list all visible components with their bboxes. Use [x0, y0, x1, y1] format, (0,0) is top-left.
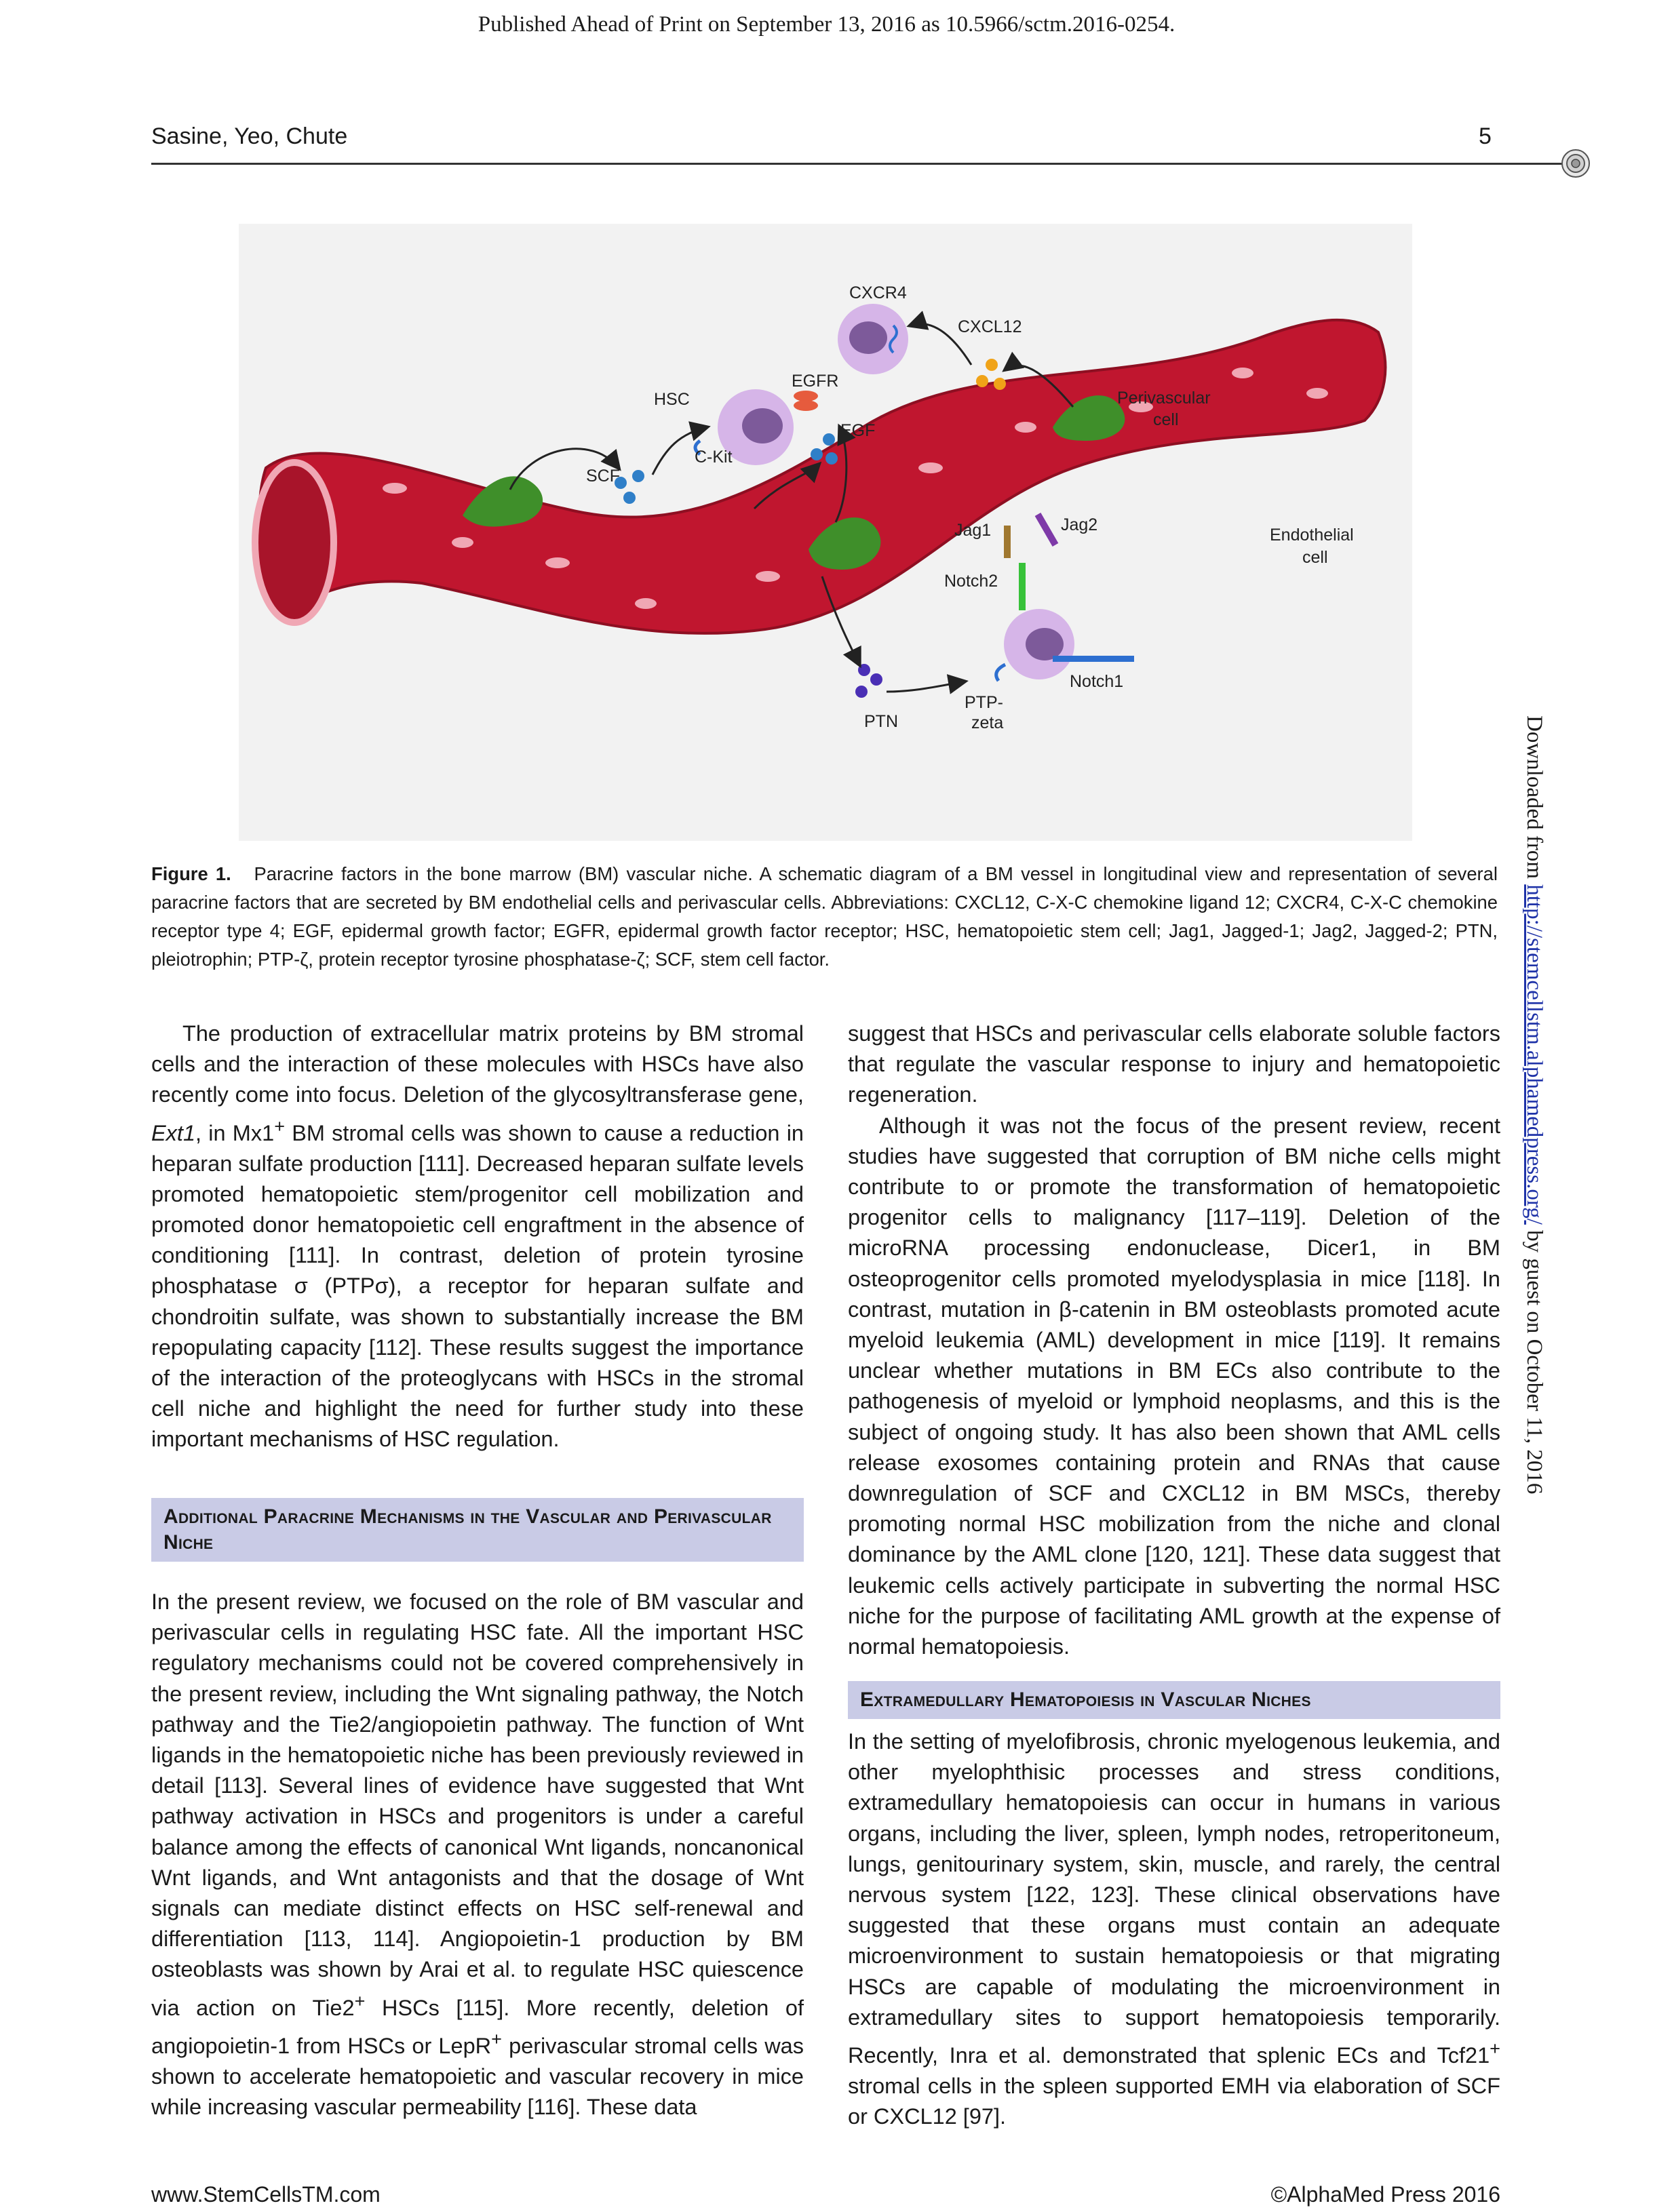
jag2-ligand: [1035, 513, 1059, 547]
download-link[interactable]: http://stemcellstm.alphamedpress.org/: [1522, 884, 1547, 1225]
right-p3-part-a: In the setting of myelofibrosis, chronic myelogenous leukemia, and other myelophthisic processes and stress conditions, extramedullary hematopoiesis can occur in humans in various organs, including the liver, spleen, lymph nodes, retroperitoneum, lungs, genitourinary system, skin, muscle, and rarely, the central nervous system [122, 123]. These clinical observations have suggested that these organs must contain an adequate microenvironment to sustain hematopoiesis or that migrating HSCs are capable of modulating the microenvironment in extramedullary sites to support hematopoiesis temporarily. Recently, Inra et al. demonstrated that splenic ECs and Tcf21: [848, 1729, 1500, 2068]
label-egf: EGF: [840, 421, 876, 440]
section-heading-extramedullary: Extramedullary Hematopoiesis in Vascular Niches: [848, 1681, 1500, 1719]
egfr-receptor: [794, 391, 818, 411]
left-p2-part-b: HSCs [115]. More recently, deletion of angiopoietin-1 from HSCs or LepR: [151, 1995, 804, 2058]
left-p2-superscript-1: +: [354, 1990, 366, 2011]
label-jag2: Jag2: [1061, 515, 1098, 534]
label-ptp-zeta: zeta: [971, 713, 1004, 732]
page-number: 5: [1479, 123, 1492, 149]
label-scf: SCF: [586, 467, 620, 486]
label-notch2: Notch2: [944, 572, 998, 591]
notch2-receptor: [1019, 563, 1026, 610]
running-head-authors: Sasine, Yeo, Chute: [151, 123, 348, 149]
vessel-lumen-opening: [255, 462, 334, 623]
footer-publisher: ©AlphaMed Press 2016: [1270, 2182, 1500, 2207]
figure-caption-label: Figure 1.: [151, 863, 231, 884]
label-endothelial: Endothelial: [1270, 526, 1354, 545]
ptn-ligands: [855, 664, 882, 698]
jag1-ligand: [1004, 526, 1011, 558]
right-column-paragraph-3: [848, 1726, 1500, 2132]
left-p2-part-a: In the present review, we focused on the role of BM vascular and perivascular cells in regulating HSC fate. All the important HSC regulatory mechanisms could not be covered comprehensively in the present review, including the Wnt signaling pathway, the Notch pathway and the Tie2/angiopoietin pathway. The function of Wnt ligands in the hematopoietic niche has been previously reviewed in detail [113]. Several lines of evidence have suggested that Wnt pathway activation in HSCs and progenitors is under a careful balance among the effects of canonical Wnt ligands, noncanonical Wnt ligands, and Wnt antagonists and that the dosage of Wnt signals can mediate distinct effects on HSC self-renewal and differentiation [113, 114]. Angiopoietin-1 production by BM osteoblasts was shown by Arai et al. to regulate HSC quiescence via action on Tie2: [151, 1589, 804, 2020]
left-p1-part-b: , in Mx1: [195, 1120, 275, 1145]
right-p3-superscript: +: [1490, 2038, 1500, 2059]
label-cxcl12: CXCL12: [958, 317, 1022, 336]
left-p2-superscript-2: +: [491, 2028, 502, 2049]
circle-ornament-icon: [1560, 148, 1591, 179]
left-column-paragraph-2: [151, 1587, 804, 2122]
left-p1-superscript: +: [274, 1115, 286, 1137]
header-rule: [151, 163, 1582, 165]
label-cxcr4: CXCR4: [849, 283, 907, 302]
download-notice-prefix: Downloaded from: [1522, 715, 1547, 885]
label-ptn: PTN: [864, 712, 898, 731]
figure-caption: [151, 860, 1498, 974]
cxcr4-cell: [838, 304, 908, 374]
left-p2-part-c: perivascular stromal cells was shown to accelerate hematopoietic and vascular recovery in mice while increasing vascular permeability [116]. These data: [151, 2033, 804, 2119]
label-perivascular-cell: cell: [1153, 410, 1179, 429]
vascular-niche-figure: [239, 224, 1412, 841]
section-heading-paracrine: Additional Paracrine Mechanisms in the Vascular and Perivascular Niche: [151, 1498, 804, 1562]
left-column-paragraph-1: [151, 1019, 804, 1455]
right-paragraph-2: Although it was not the focus of the present review, recent studies have suggested that corruption of BM niche cells might contribute to or promote the transformation of hematopoietic progenitor cells to malignancy [117–119]. Deletion of the microRNA processing endonuclease, Dicer1, in BM osteoprogenitor cells promoted myelodysplasia in mice [118]. In contrast, mutation in β-catenin in BM osteoblasts promoted acute myeloid leukemia (AML) development in mice [119]. It remains unclear whether mutations in BM ECs also contribute to the pathogenesis of myeloid or lymphoid neoplasms, and this is the subject of ongoing study. It has also been shown that AML cells release exosomes containing protein and RNAs that cause downregulation of SCF and CXCL12 in BM MSCs, thereby promoting normal HSC mobilization from the niche and clonal dominance by the AML clone [120, 121]. These data suggest that leukemic cells actively participate in subverting the normal HSC niche for the purpose of facilitating AML growth at the expense of normal hematopoiesis.: [848, 1113, 1500, 1659]
label-ckit: C-Kit: [695, 448, 733, 467]
right-paragraph-1: suggest that HSCs and perivascular cells elaborate soluble factors that regulate the vascular response to injury and hematopoietic regeneration.: [848, 1021, 1500, 1107]
download-notice: [1521, 715, 1547, 2167]
bm-vessel: [259, 320, 1385, 633]
right-p3-part-b: stromal cells in the spleen supported EMH via elaboration of SCF or CXCL12 [97].: [848, 2074, 1500, 2129]
left-p1-gene-ext1: Ext1: [151, 1120, 196, 1145]
ptp-zeta-receptor: [996, 665, 1005, 681]
label-egfr: EGFR: [792, 372, 839, 391]
label-notch1: Notch1: [1070, 672, 1124, 691]
right-column-paragraphs: [848, 1019, 1500, 1662]
label-endothelial-cell: cell: [1302, 548, 1328, 567]
download-notice-suffix: by guest on October 11, 2016: [1522, 1224, 1547, 1495]
figure-caption-text: Paracrine factors in the bone marrow (BM) vascular niche. A schematic diagram of a BM vessel in longitudinal view and representation of several paracrine factors that are secreted by BM endothelial cells and perivascular cells. Abbreviations: CXCL12, C-X-C chemokine ligand 12; CXCR4, C-X-C chemokine receptor type 4; EGF, epidermal growth factor; EGFR, epidermal growth factor receptor; HSC, hematopoietic stem cell; Jag1, Jagged-1; Jag2, Jagged-2; PTN, pleiotrophin; PTP-ζ, protein receptor tyrosine phosphatase-ζ; SCF, stem cell factor.: [151, 863, 1498, 970]
label-perivascular: Perivascular: [1117, 389, 1211, 408]
label-ptp: PTP-: [965, 693, 1003, 712]
left-p1-part-c: BM stromal cells was shown to cause a reduction in heparan sulfate production [111]. Decreased heparan sulfate levels promoted hematopoietic stem/progenitor cell mobilization and promoted donor hematopoietic cell engraftment in the absence of conditioning [111]. In contrast, deletion of protein tyrosine phosphatase σ (PTPσ), a receptor for heparan sulfate and chondroitin sulfate, was shown to substantially increase the BM repopulating capacity [112]. These results suggest the importance of the interaction of the proteoglycans with HSCs in the stromal cell niche and highlight the need for further study into these important mechanisms of HSC regulation.: [151, 1120, 804, 1452]
footer-website[interactable]: www.StemCellsTM.com: [151, 2182, 381, 2207]
left-p1-part-a: The production of extracellular matrix proteins by BM stromal cells and the interaction of these molecules with HSCs have also recently come into focus. Deletion of the glycosyltransferase gene,: [151, 1021, 804, 1107]
notch1-receptor: [1053, 656, 1134, 662]
ahead-of-print-notice: Published Ahead of Print on September 13, 2016 as 10.5966/sctm.2016-0254.: [478, 12, 1175, 37]
notch-cell: [1004, 609, 1074, 679]
label-hsc: HSC: [654, 390, 690, 409]
label-jag1: Jag1: [954, 521, 992, 540]
